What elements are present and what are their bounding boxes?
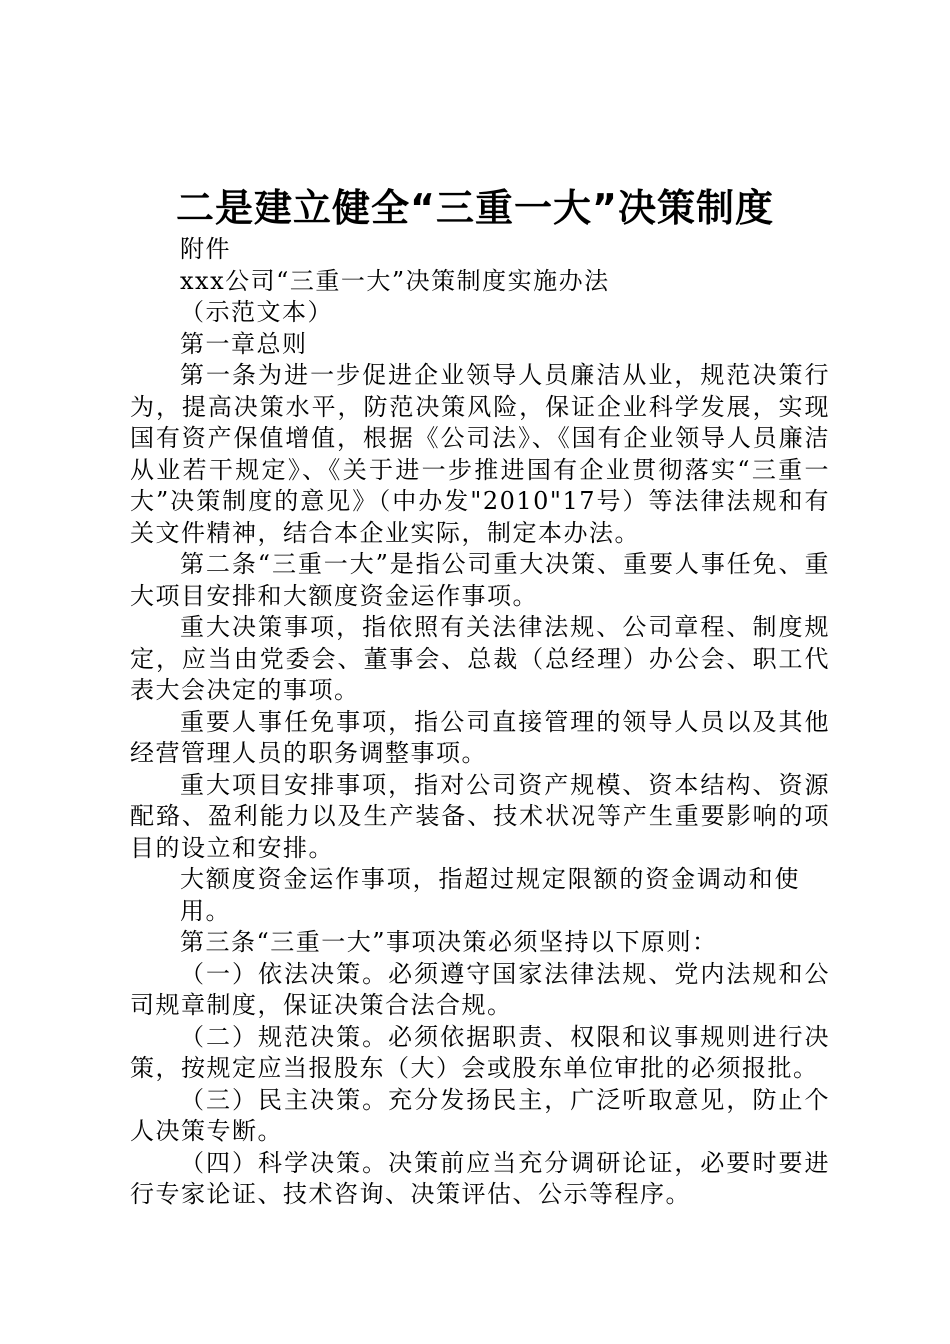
- paragraph-principle-4: （四）科学决策。决策前应当充分调研论证，必要时要进行专家论证、技术咨询、决策评估、公示等程序。: [130, 1148, 830, 1208]
- paragraph-sample-text: （示范文本）: [180, 298, 333, 326]
- paragraph-funds: 大额度资金运作事项，指超过规定限额的资金调动和使用。: [180, 865, 800, 925]
- paragraph-principle-1: （一）依法决策。必须遵守国家法律法规、党内法规和公司规章制度，保证决策合法合规。: [130, 959, 830, 1019]
- paragraph-major-decisions: 重大决策事项，指依照有关法律法规、公司章程、制度规定，应当由党委会、董事会、总裁（总经理）办公会、职工代表大会决定的事项。: [130, 613, 830, 704]
- chapter-heading: 第一章总则: [180, 329, 308, 358]
- paragraph-article-3: 第三条“三重一大”事项决策必须坚持以下原则：: [180, 928, 718, 956]
- paragraph-doc-name: xxx公司“三重一大”决策制度实施办法: [180, 266, 610, 295]
- paragraph-principle-3: （三）民主决策。充分发扬民主，广泛听取意见，防止个人决策专断。: [130, 1085, 830, 1145]
- paragraph-principle-2: （二）规范决策。必须依据职责、权限和议事规则进行决策，按规定应当报股东（大）会或股东单位审批的必须报批。: [130, 1022, 830, 1082]
- paragraph-attachment: 附件: [180, 235, 231, 263]
- paragraph-personnel: 重要人事任免事项，指公司直接管理的领导人员以及其他经营管理人员的职务调整事项。: [130, 707, 830, 767]
- document-body: [130, 234, 830, 1211]
- document-title: 二是建立健全“三重一大”决策制度: [176, 186, 774, 230]
- paragraph-projects: 重大项目安排事项，指对公司资产规模、资本结构、资源配臵、盈利能力以及生产装备、技术状况等产生重要影响的项目的设立和安排。: [130, 770, 830, 862]
- paragraph-article-1: 第一条为进一步促进企业领导人员廉洁从业，规范决策行为，提高决策水平，防范决策风险，保证企业科学发展，实现国有资产保值增值，根据《公司法》、《国有企业领导人员廉洁从业若干规定》、《关于进一步推进国有企业贯彻落实“三重一大”决策制度的意见》（中办发"2010"17号）等法律法规和有关文件精神，结合本企业实际，制定本办法。: [130, 361, 830, 547]
- paragraph-article-2: 第二条“三重一大”是指公司重大决策、重要人事任免、重大项目安排和大额度资金运作事项。: [130, 550, 830, 610]
